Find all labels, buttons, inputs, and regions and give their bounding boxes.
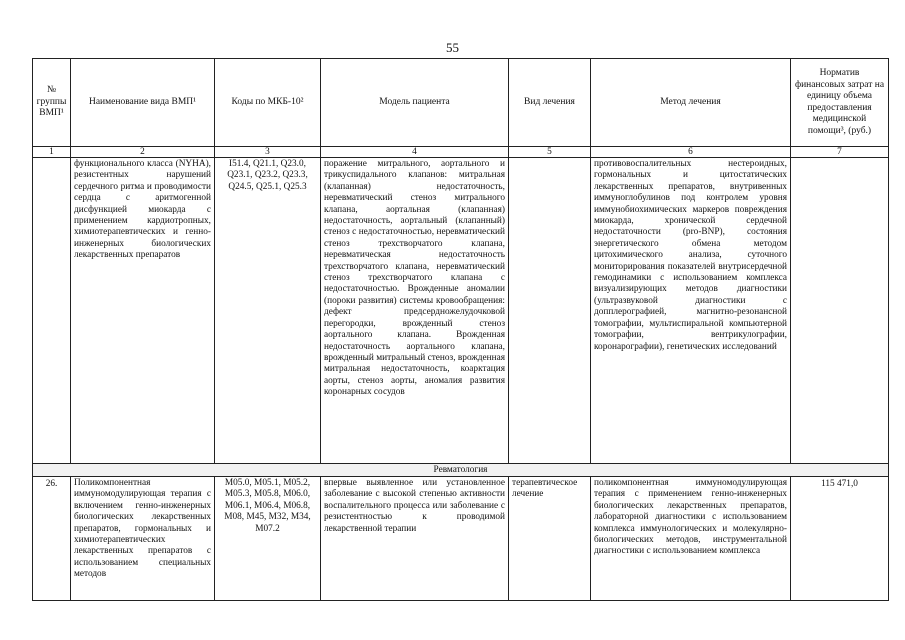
- table-row: [33, 477, 889, 601]
- row-model-cell: впервые выявленное или установленное заболевание с высокой степенью активности воспалительного процесса или заболевание с резистентностью к проводимой лекарственной терапии: [321, 477, 509, 601]
- header-name: Наименование вида ВМП¹: [71, 59, 215, 147]
- header-model: Модель пациента: [321, 59, 509, 147]
- column-number: 3: [215, 147, 321, 158]
- page-number: 55: [446, 40, 459, 55]
- section-title: Ревматология: [33, 464, 889, 477]
- row-method-cell: противовоспалительных нестероидных, гормональных и цитостатических лекарственных препаратов, внутривенных иммуноглобулинов под контролем уровня иммунобиохимических маркеров повреждения миокарда, хронической сердечной недостаточности (pro-BNP), состояния энергетического обмена методом цитохимического анализа, суточного мониторирования показателей внутрисердечной гемодинамики с использованием комплекса визуализирующих методов диагностики (ультразвуковой диагностики с допплерографией, магнитно-резонансной томографии, мультиспиральной компьютерной томографии, вентрикулографии, коронарографии), генетических исследований: [591, 158, 791, 464]
- column-number: 6: [591, 147, 791, 158]
- table-row: [33, 158, 889, 464]
- row-name-cell: функционального класса (NYHA), резистентных нарушений сердечного ритма и проводимости сердца с аритмогенной дисфункцией миокарда с применением кардиотропных, химиотерапевтических и генно-инженерных биологических лекарственных препаратов: [71, 158, 215, 464]
- column-number: 5: [509, 147, 591, 158]
- row-treatment-type-cell: терапевтическое лечение: [509, 477, 591, 601]
- column-number: 2: [71, 147, 215, 158]
- header-treatment-type: Вид лечения: [509, 59, 591, 147]
- section-row: [33, 464, 889, 477]
- row-codes-cell: M05.0, M05.1, M05.2, M05.3, M05.8, M06.0, M06.1, M06.4, M06.8, M08, M45, M32, M34, M07.2: [215, 477, 321, 601]
- row-model-cell: поражение митрального, аортального и трикуспидального клапанов: митральная (клапанная) недостаточность, неревматический стеноз митрального клапана, аортальная (клапанная) недостаточность, аортальный (клапанный) стеноз с недостаточностью, неревматический стеноз трехстворчатого клапана, неревматическая недостаточность трехстворчатого клапана, неревматический стеноз трехстворчатого клапана с недостаточностью. Врожденные аномалии (пороки развития) системы кровообращения: дефект предсердножелудочковой перегородки, врожденный стеноз аортального клапана. Врожденная недостаточность аортального клапана, врожденный митральный стеноз, врожденная митральная недостаточность, коарктация аорты, стеноз аорты, аномалия развития коронарных сосудов: [321, 158, 509, 464]
- column-number-row: [33, 147, 889, 158]
- header-method: Метод лечения: [591, 59, 791, 147]
- row-codes-cell: I51.4, Q21.1, Q23.0, Q23.1, Q23.2, Q23.3, Q24.5, Q25.1, Q25.3: [215, 158, 321, 464]
- row-treatment-type-cell: [509, 158, 591, 464]
- vmp-table: [32, 58, 889, 601]
- column-number: 1: [33, 147, 71, 158]
- column-number: 7: [791, 147, 889, 158]
- row-group-cell: 26.: [33, 477, 71, 601]
- header-codes: Коды по МКБ-10²: [215, 59, 321, 147]
- row-norm-cell: 115 471,0: [791, 477, 889, 601]
- header-group: № группы ВМП¹: [33, 59, 71, 147]
- header-norm: Норматив финансовых затрат на единицу объема предоставления медицинской помощи³, (руб.): [791, 59, 889, 147]
- header-row: [33, 59, 889, 147]
- row-name-cell: Поликомпонентная иммуномодулирующая терапия с включением генно-инженерных биологических лекарственных препаратов, гормональных и химиотерапевтических лекарственных препаратов с использованием специальных методов: [71, 477, 215, 601]
- row-method-cell: поликомпонентная иммуномодулирующая терапия с применением генно-инженерных биологических лекарственных препаратов, лабораторной диагностики с использованием комплекса иммунологических и молекулярно-биологических методов, инструментальной диагностики с использованием комплекса: [591, 477, 791, 601]
- row-group-cell: [33, 158, 71, 464]
- column-number: 4: [321, 147, 509, 158]
- row-norm-cell: [791, 158, 889, 464]
